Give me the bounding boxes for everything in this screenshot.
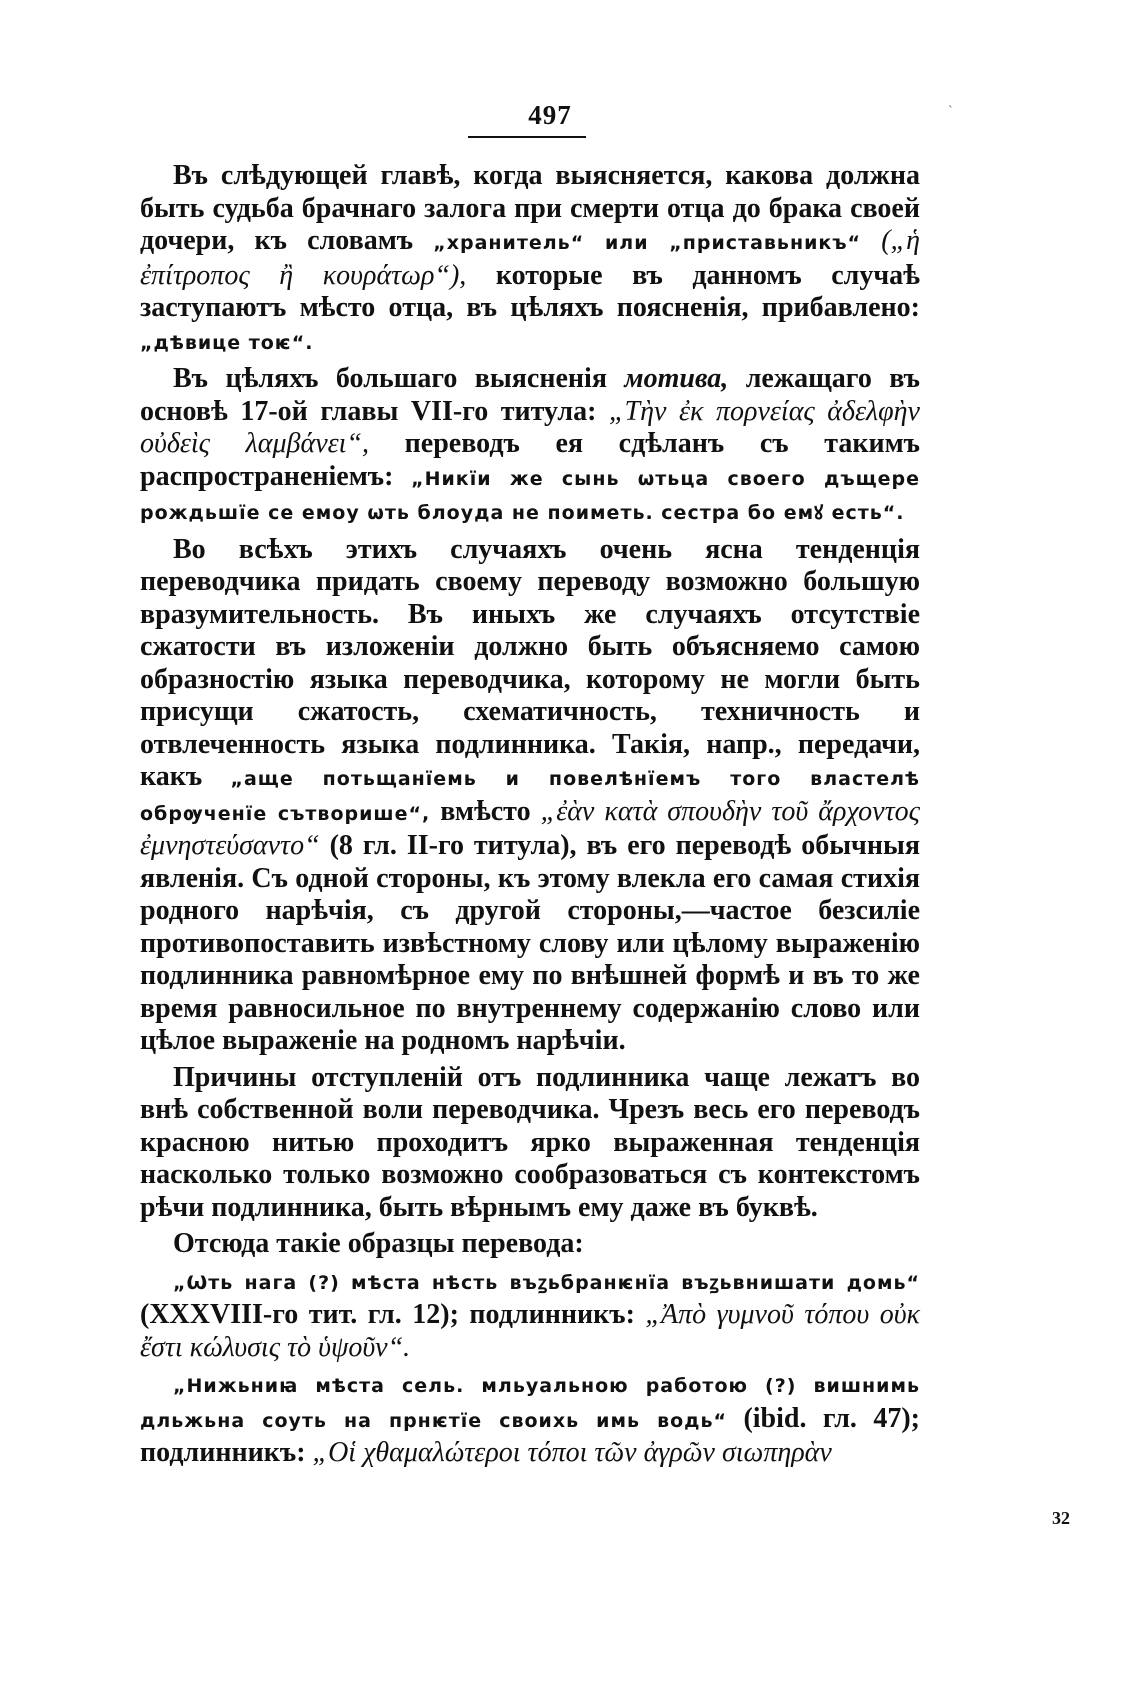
paragraph bbox=[140, 363, 920, 530]
page-number: 497 bbox=[528, 100, 572, 130]
paragraph-text: Отсюда такіе образцы перевода: bbox=[173, 1228, 584, 1259]
church-slavonic-quote: „Нижьниꙗ мѣста сель. мльуальною работою (?) вишнимь дльжьна соуть на прнѥтїе своихь имь водь“ bbox=[140, 1375, 920, 1432]
greek-quote: „Οἱ χθαμαλώτεροι τόποι τῶν ἀγρῶν σιωπηρὰν bbox=[312, 1437, 832, 1468]
paragraph-text: лежащаго въ основѣ 17-ой главы VII-го титула: bbox=[140, 363, 920, 427]
paragraph-text bbox=[861, 225, 881, 256]
greek-quote: („ἡ ἐπίτροπος ἢ κουράτωρ“), bbox=[140, 225, 921, 291]
paragraph-text: переводъ ея сдѣланъ съ такимъ распространеніемъ: bbox=[140, 428, 920, 492]
stray-mark: ` bbox=[948, 104, 953, 119]
greek-quote: „Τὴν ἐκ πορνείας ἀδελφὴν οὐδεὶς λαμβάνει“, bbox=[140, 395, 920, 459]
paragraph bbox=[140, 1228, 920, 1261]
italic-term: мотива, bbox=[624, 363, 729, 394]
paragraph bbox=[140, 1062, 920, 1225]
paragraph-text: вмѣсто bbox=[430, 795, 541, 827]
paragraph bbox=[140, 1368, 920, 1470]
paragraph-text: Въ слѣдующей главѣ, когда выясняется, какова должна быть судьба брачнаго залога при смерти отца до брака своей дочери, къ словамъ bbox=[140, 160, 920, 256]
page-number-rule bbox=[468, 136, 586, 138]
paragraph-text: (XXXVIII-го тит. гл. 12); подлинникъ: bbox=[140, 1299, 646, 1330]
greek-quote: „ἐὰν κατὰ σπουδὴν τοῦ ἄρχοντος ἐμνηστεύσαντο“ bbox=[140, 795, 920, 861]
paragraph-text: Во всѣхъ этихъ случаяхъ очень ясна тенденція переводчика придать своему переводу возможно большую вразумительность. Въ иныхъ же случаяхъ отсутствіе сжатости въ изложеніи должно быть объясняемо самою образностію языка переводчика, которому не могли быть присущи сжатость, схематичность, техничность и отвлеченность языка подлинника. Такія, напр., передачи, какъ bbox=[140, 533, 920, 792]
church-slavonic-quote: „дѣвице тоѥ“. bbox=[140, 331, 314, 354]
paragraph-text: которые въ данномъ случаѣ заступаютъ мѣсто отца, въ цѣляхъ поясненія, прибавлено: bbox=[140, 259, 920, 323]
church-slavonic-quote: „аще потьщанїемь и повелѣнїемъ того властелѣ обрѹченїе сътворише“, bbox=[140, 768, 921, 825]
paragraph bbox=[140, 1265, 920, 1365]
greek-quote: „Ἀπὸ γυμνοῦ τόπου οὐκ ἔστι κώλυσις τὸ ὑψοῦν“. bbox=[140, 1299, 920, 1363]
paragraph-text: (8 гл. II-го титула), въ его переводѣ обычныя явленія. Съ одной стороны, къ этому влекла его самая стихія родного нарѣчія, съ другой стороны,—частое безсиліе противопоставить извѣстному слову или цѣлому выраженію подлинника равномѣрное ему по внѣшней формѣ и въ то же время равносильное по внутреннему содержанію слово или цѣлое выраженіе на родномъ нарѣчіи. bbox=[140, 830, 920, 1056]
signature-mark: 32 bbox=[1052, 1508, 1070, 1528]
paragraph bbox=[140, 534, 920, 1058]
paragraph-text: Причины отступленій отъ подлинника чаще лежатъ во внѣ собственной воли переводчика. Чрезъ весь его переводъ красною нитью проходитъ ярко выраженная тенденція насколько только возможно сообразоваться съ контекстомъ рѣчи подлинника, быть вѣрнымъ ему даже въ буквѣ. bbox=[140, 1061, 920, 1223]
church-slavonic-quote: „Ѡть нага (?) мѣста нѣсть въꙁьбранѥнїа въꙁьвнишати домь“ bbox=[173, 1271, 920, 1294]
body-text bbox=[140, 160, 920, 1474]
church-slavonic-quote: „хранитель“ или „приставьникъ“ bbox=[433, 232, 862, 254]
church-slavonic-quote: „Никїи же сынь ѡтьца своего дъщере рождьшїе се емоу ѡть блоуда не поиметь. сестра бо емꙋ есть“. bbox=[140, 467, 921, 524]
paragraph-text: (ibid. гл. 47); подлинникъ: bbox=[140, 1402, 920, 1468]
paragraph bbox=[140, 160, 920, 359]
paragraph-text: Въ цѣляхъ большаго выясненія bbox=[173, 363, 625, 394]
